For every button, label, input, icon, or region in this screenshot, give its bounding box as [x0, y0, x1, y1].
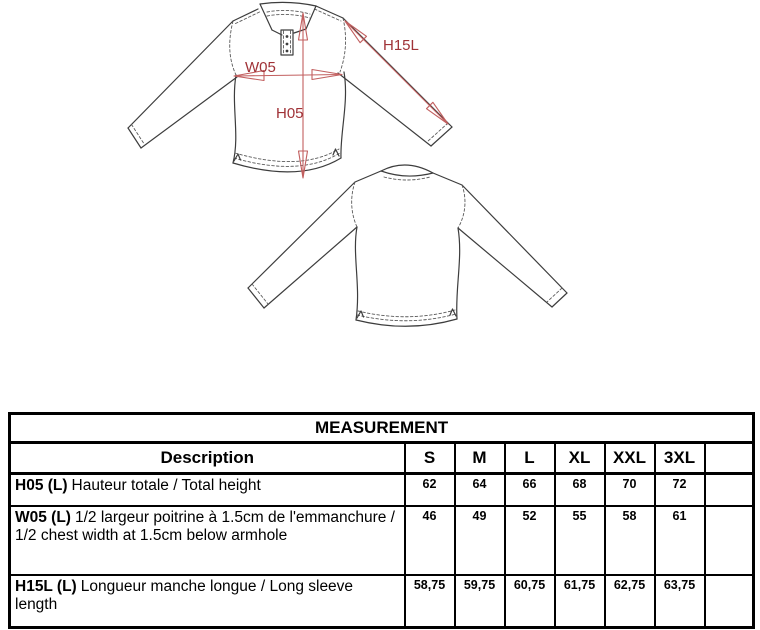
value-cell: 49: [455, 506, 505, 575]
dimension-label-h15l: H15L: [383, 37, 419, 54]
table-row: [10, 474, 754, 507]
table-header-row: [10, 443, 754, 474]
row-description: [10, 506, 405, 575]
value-cell: 66: [505, 474, 555, 507]
value-cell: 55: [555, 506, 605, 575]
measure-code: W05 (L): [15, 509, 71, 526]
value-cell-empty: [705, 575, 754, 628]
row-description: [10, 575, 405, 628]
value-cell: 60,75: [505, 575, 555, 628]
value-cell-empty: [705, 474, 754, 507]
value-cell: 58,75: [405, 575, 455, 628]
measure-text: 1/2 largeur poitrine à 1.5cm de l'emmanchure / 1/2 chest width at 1.5cm below armhole: [15, 509, 395, 545]
value-cell: 46: [405, 506, 455, 575]
value-cell-empty: [705, 506, 754, 575]
table-row: [10, 575, 754, 628]
value-cell: 70: [605, 474, 655, 507]
measure-text: Longueur manche longue / Long sleeve length: [15, 578, 354, 614]
value-cell: 64: [455, 474, 505, 507]
measure-text: Hauteur totale / Total height: [71, 477, 261, 494]
measure-code: H15L (L): [15, 578, 77, 595]
value-cell: 63,75: [655, 575, 705, 628]
value-cell: 68: [555, 474, 605, 507]
column-header-size-xxl: XXL: [605, 443, 655, 474]
column-header-size-3xl: 3XL: [655, 443, 705, 474]
value-cell: 59,75: [455, 575, 505, 628]
table-title: MEASUREMENT: [10, 414, 754, 443]
value-cell: 52: [505, 506, 555, 575]
value-cell: 72: [655, 474, 705, 507]
column-header-description: Description: [10, 443, 405, 474]
dimension-label-w05: W05: [245, 59, 276, 76]
column-header-size-m: M: [455, 443, 505, 474]
measure-code: H05 (L): [15, 477, 68, 494]
column-header-size-l: L: [505, 443, 555, 474]
front-view-drawing: [128, 2, 452, 171]
column-header-size-xl: XL: [555, 443, 605, 474]
column-header-empty: [705, 443, 754, 474]
row-description: [10, 474, 405, 507]
value-cell: 61,75: [555, 575, 605, 628]
table-row: [10, 506, 754, 575]
table-title-row: [10, 414, 754, 443]
value-cell: 62,75: [605, 575, 655, 628]
column-header-size-s: S: [405, 443, 455, 474]
dimension-label-h05: H05: [276, 105, 304, 122]
back-view-drawing: [248, 165, 567, 326]
measurement-table: [8, 412, 755, 629]
value-cell: 58: [605, 506, 655, 575]
value-cell: 61: [655, 506, 705, 575]
value-cell: 62: [405, 474, 455, 507]
